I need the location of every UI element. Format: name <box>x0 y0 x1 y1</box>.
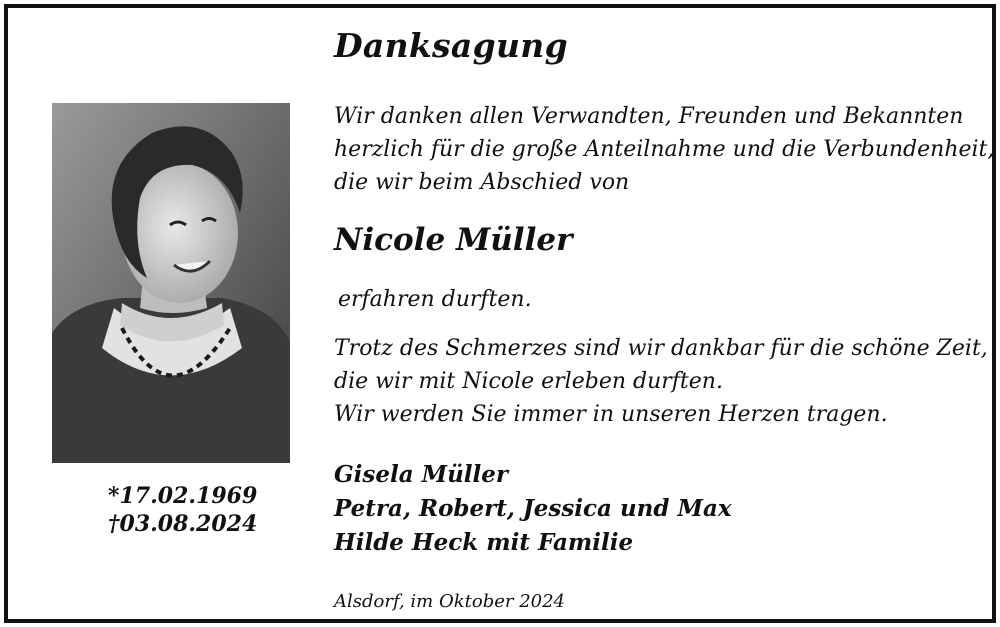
death-date: †03.08.2024 <box>108 511 258 537</box>
closing-line: Trotz des Schmerzes sind wir dankbar für die schöne Zeit, <box>334 336 988 361</box>
closing-paragraph <box>334 332 988 431</box>
birth-date: *17.02.1969 <box>108 483 258 509</box>
intro-paragraph <box>334 100 994 199</box>
signature-line: Petra, Robert, Jessica und Max <box>334 495 732 522</box>
intro-line: die wir beim Abschied von <box>334 170 630 195</box>
heading-danksagung: Danksagung <box>334 26 568 65</box>
closing-line: die wir mit Nicole erleben durften. <box>334 369 723 394</box>
after-name-text: erfahren durften. <box>338 287 532 312</box>
intro-line: herzlich für die große Anteilnahme und die Verbundenheit, <box>334 137 995 162</box>
portrait-photo <box>52 103 290 463</box>
signature-line: Gisela Müller <box>334 461 509 488</box>
signature-line: Hilde Heck mit Familie <box>334 529 634 556</box>
deceased-name: Nicole Müller <box>334 222 573 258</box>
place-and-date: Alsdorf, im Oktober 2024 <box>334 591 566 612</box>
signatures <box>334 458 732 560</box>
life-dates <box>108 482 257 538</box>
intro-line: Wir danken allen Verwandten, Freunden und Bekannten <box>334 104 964 129</box>
obituary-card <box>4 4 996 623</box>
closing-line: Wir werden Sie immer in unseren Herzen tragen. <box>334 402 888 427</box>
portrait-illustration <box>52 103 290 463</box>
